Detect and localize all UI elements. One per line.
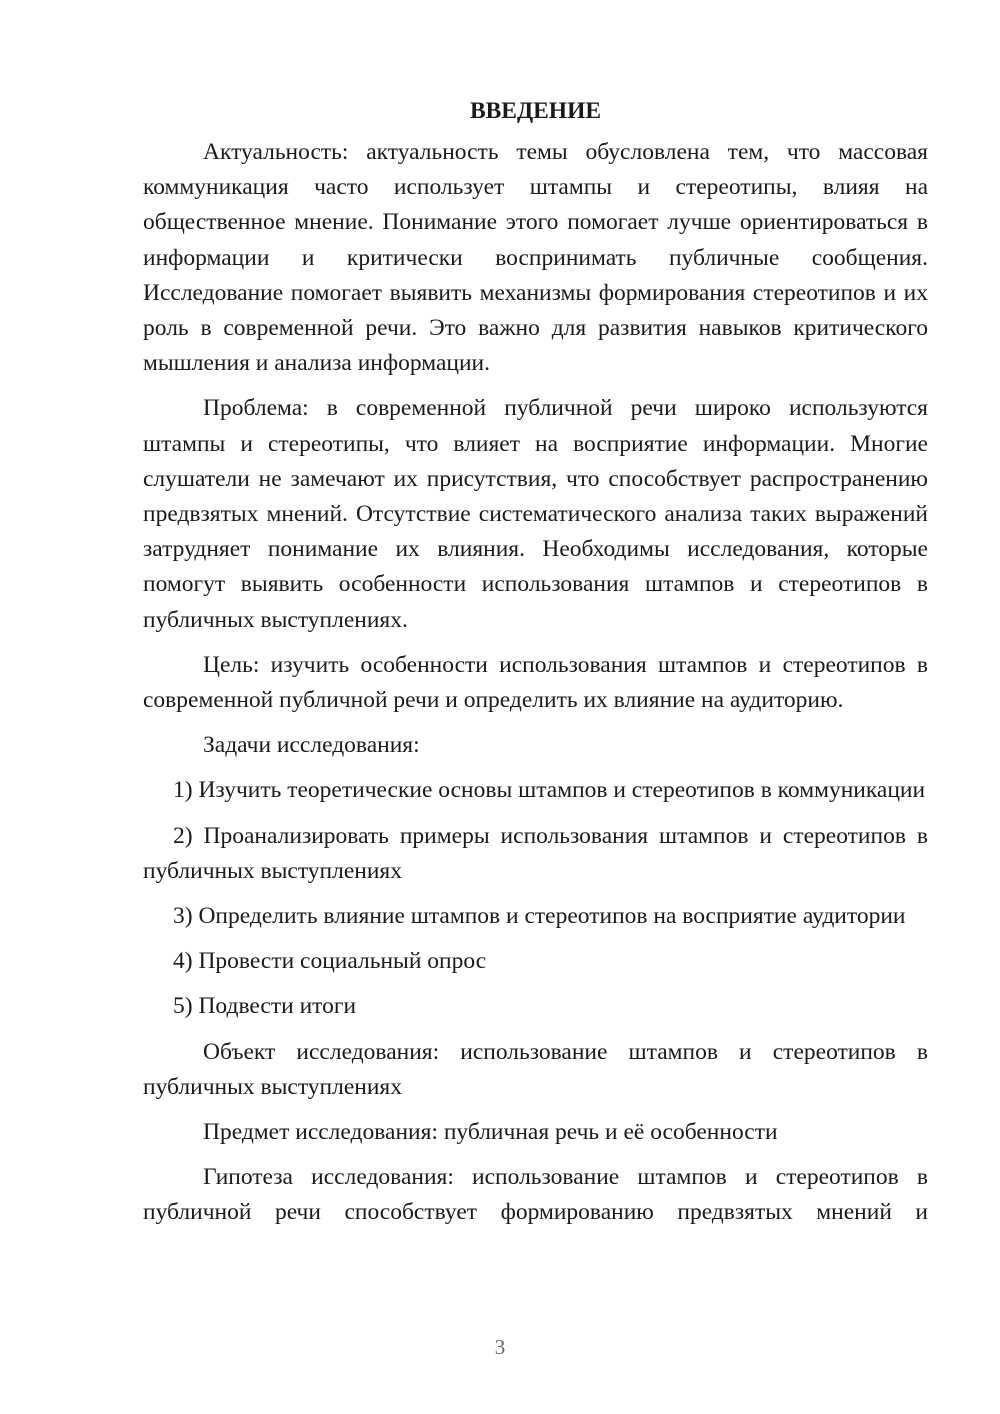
task-item-2: 2) Проанализировать примеры использования штампов и стереотипов в публичных выступлениях [143,822,928,884]
task-item-5: 5) Подвести итоги [173,993,357,1020]
task-item-4: 4) Провести социальный опрос [173,948,487,975]
page-content [143,94,928,1241]
problem-paragraph: Проблема: в современной публичной речи широко используются штампы и стереотипы, что влияет на восприятие информации. Многие слушатели не замечают их присутствия, что способствует распространению предвзятых мнений. Отсутствие систематического анализа таких выражений затрудняет понимание их влияния. Необходимы исследования, которые помогут выявить особенности использования штампов и стереотипов в публичных выступлениях. [143,395,928,633]
object-paragraph: Объект исследования: использование штампов и стереотипов в публичных выступлениях [143,1038,928,1100]
subject-paragraph: Предмет исследования: публичная речь и её особенности [203,1119,778,1146]
tasks-title: Задачи исследования: [203,732,420,759]
relevance-paragraph: Актуальность: актуальность темы обусловлена тем, что массовая коммуникация часто использует штампы и стереотипы, влияя на общественное мнение. Понимание этого помогает лучше ориентироваться в информации и критически воспринимать публичные сообщения. Исследование помогает выявить механизмы формирования стереотипов и их роль в современной речи. Это важно для развития навыков критического мышления и анализа информации. [143,139,928,377]
hypothesis-paragraph: Гипотеза исследования: использование штампов и стереотипов в публичной речи способствует формированию предвзятых мнений и [143,1164,928,1226]
task-item-3: 3) Определить влияние штампов и стереотипов на восприятие аудитории [173,903,906,930]
task-item-1: 1) Изучить теоретические основы штампов и стереотипов в коммуникации [173,777,926,804]
page-heading: ВВЕДЕНИЕ [469,98,602,124]
page-number: 3 [494,1335,506,1359]
goal-paragraph: Цель: изучить особенности использования штампов и стереотипов в современной публичной речи и определить их влияние на аудиторию. [143,651,928,714]
